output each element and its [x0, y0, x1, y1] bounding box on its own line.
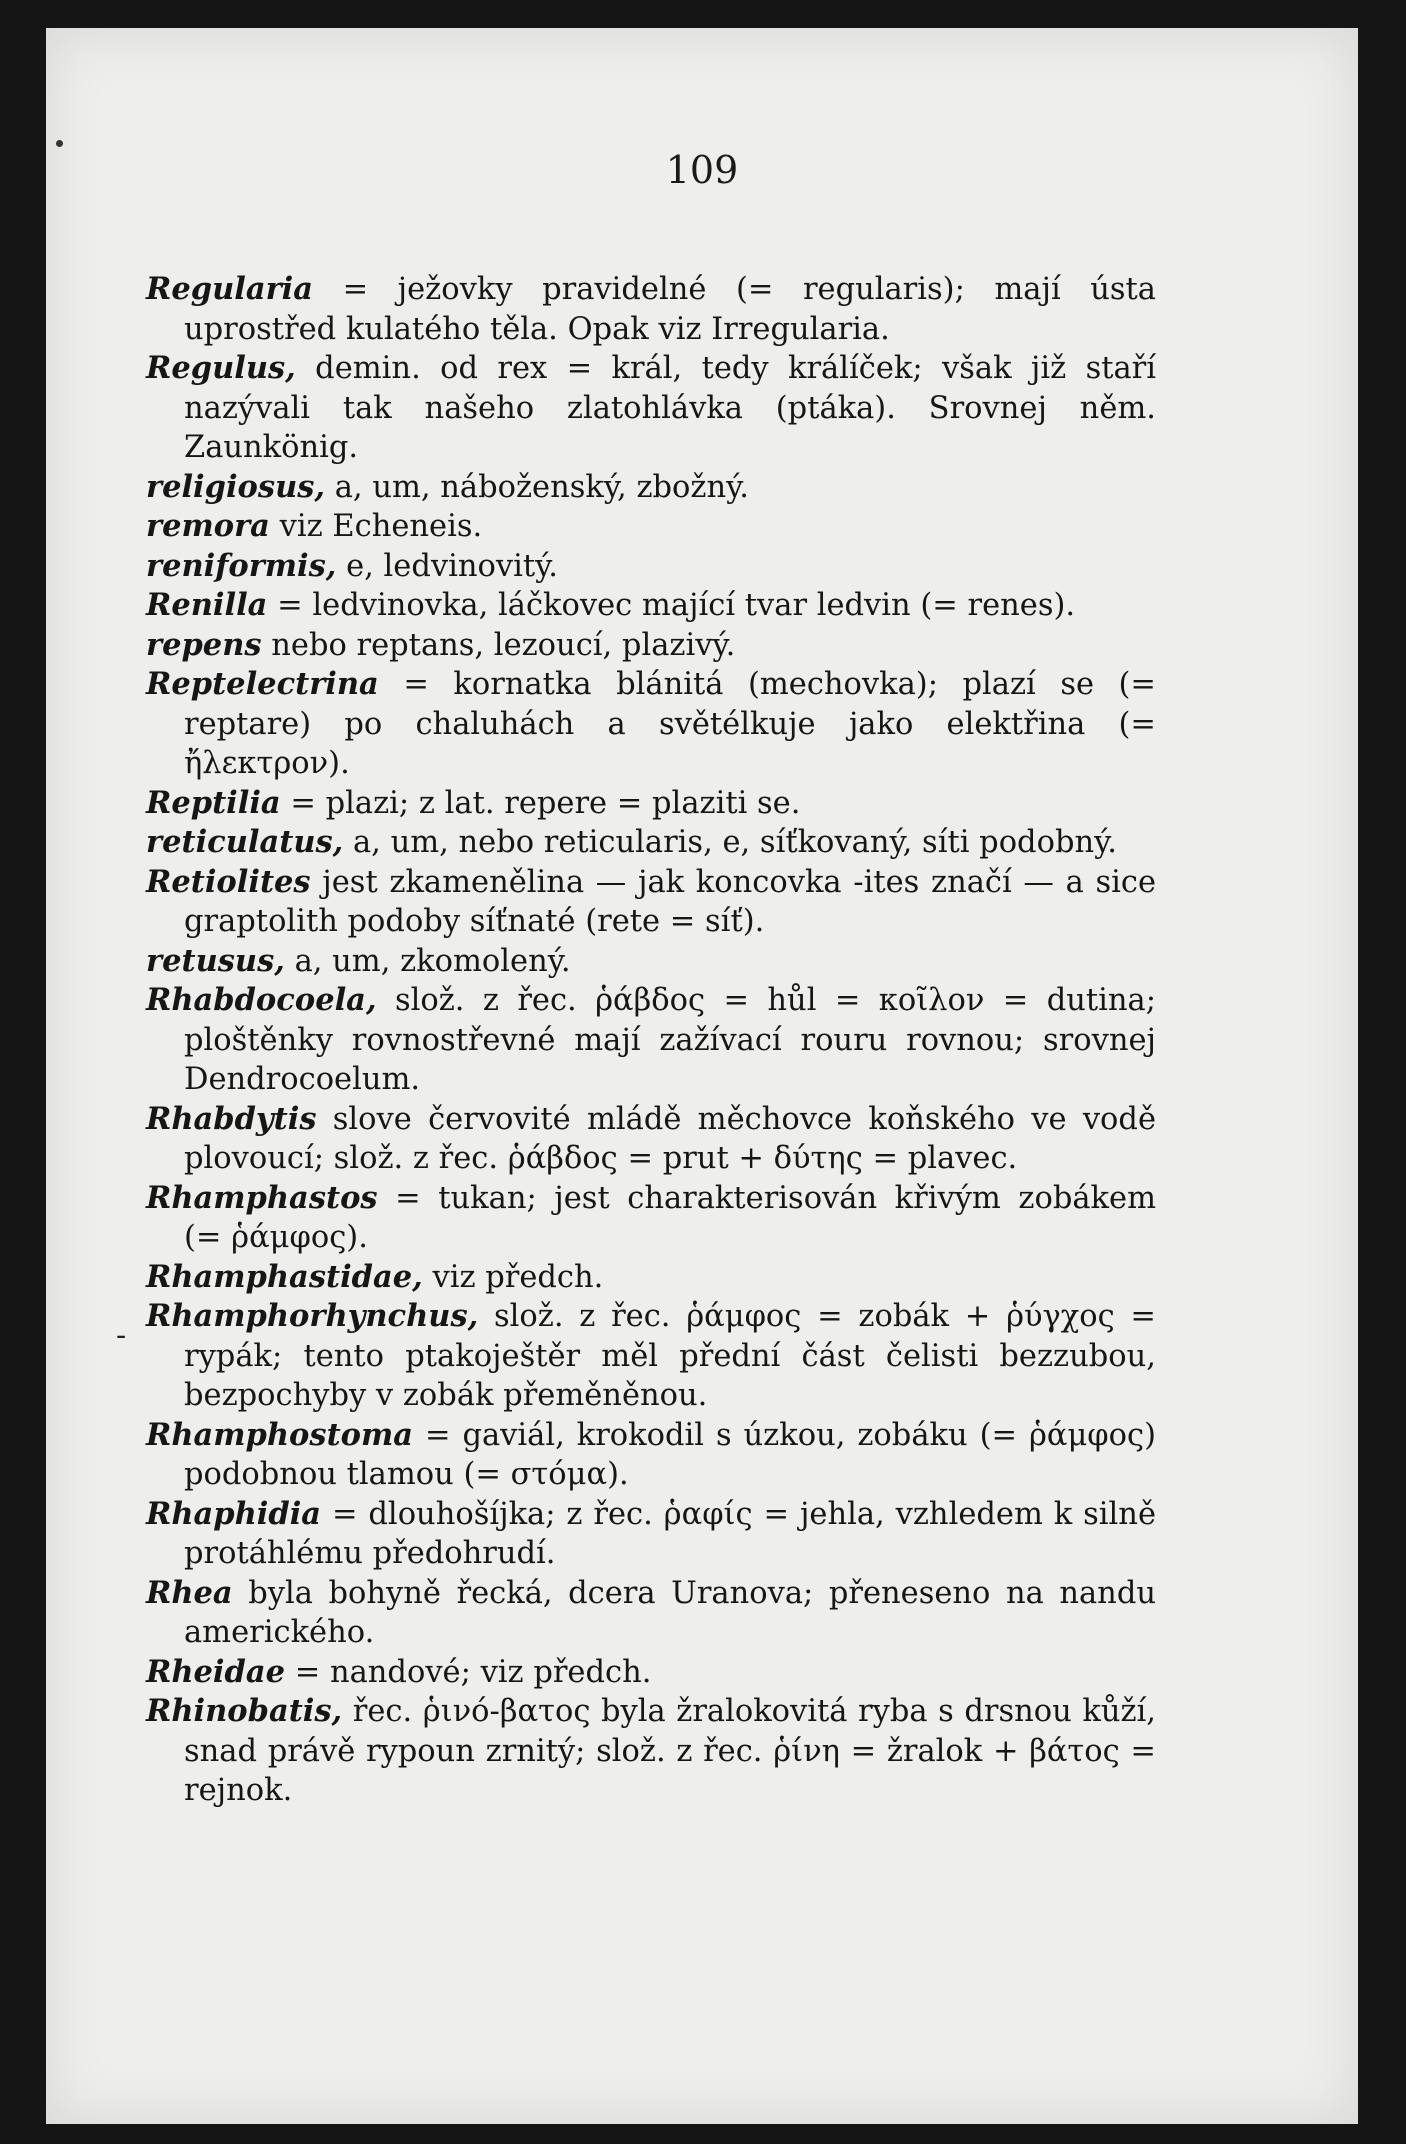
entry-rhinobatis — [146, 1692, 1156, 1811]
entry-text: = gaviál, krokodil s úzkou, zobáku (= ῥάμφος) podobnou tlamou (= στόμα). — [184, 1417, 1156, 1492]
entry-term: Rheidae — [146, 1653, 286, 1690]
entry-term: Rhea — [146, 1574, 233, 1611]
entry-term: Rhamphastos — [146, 1179, 378, 1216]
entry-text: jest zkamenělina — jak koncovka -ites značí — a sice graptolith podoby síťnaté (rete = síť). — [184, 864, 1156, 939]
entry-rheidae — [146, 1653, 1156, 1693]
entry-term: Rhaphidia — [146, 1495, 322, 1532]
entry-term: Reptelectrina — [146, 666, 379, 702]
entry-text: = ledvinovka, láčkovec mající tvar ledvin (= renes). — [267, 588, 1076, 623]
entry-text: = ježovky pravidelné (= regularis); mají ústa uprostřed kulatého těla. Opak viz Irregularia. — [184, 272, 1156, 347]
entry-text: a, um, nebo reticularis, e, síťkovaný, síti podobný. — [343, 825, 1117, 860]
entry-term: Reptilia — [146, 784, 281, 821]
entry-term: Rhinobatis, — [146, 1693, 343, 1729]
entry-term: Retiolites — [146, 863, 311, 900]
entry-term: Renilla — [146, 587, 268, 623]
entry-rhamphostoma — [146, 1416, 1156, 1495]
entry-text: byla bohyně řecká, dcera Uranova; přeneseno na nandu amerického. — [184, 1575, 1156, 1650]
entry-text: řec. ῥινό-βατος byla žralokovitá ryba s drsnou kůží, snad právě rypoun zrnitý; slož. z řec. ῥίνη = žralok + βάτος = rejnok. — [184, 1694, 1156, 1808]
entry-text: viz předch. — [422, 1259, 604, 1295]
entry-term: Rhamphastidae, — [146, 1258, 423, 1295]
entry-text: = dlouhošíjka; z řec. ῥαφίς = jehla, vzhledem k silně protáhlému předohrudí. — [184, 1496, 1156, 1571]
entry-text: a, um, zkomolený. — [284, 943, 571, 979]
entry-retusus — [146, 942, 1156, 982]
entry-remora — [146, 507, 1156, 547]
entry-reniformis — [146, 547, 1156, 587]
dictionary-entries — [146, 270, 1156, 1811]
entry-text: slož. z řec. ῥάμφος = zobák + ῥύγχος = rypák; tento ptakoještěr měl přední část čelisti bezzubou, bezpochyby v zobák přeměněnou. — [184, 1299, 1156, 1413]
entry-rhamphastidae — [146, 1258, 1156, 1298]
entry-repens — [146, 626, 1156, 666]
entry-text: = nandové; viz předch. — [285, 1654, 652, 1690]
entry-term: religiosus, — [146, 468, 326, 505]
entry-term: retusus, — [146, 942, 285, 979]
entry-renilla — [146, 586, 1156, 626]
entry-term: Rhabdocoela, — [146, 982, 377, 1018]
entry-text: e, ledvinovitý. — [336, 548, 558, 584]
entry-term: Rhamphostoma — [146, 1416, 414, 1453]
entry-term: Rhabdytis — [146, 1100, 317, 1137]
entry-term: Rhamphorhynchus, — [146, 1298, 479, 1334]
margin-dash: - — [116, 1318, 127, 1353]
page-number: 109 — [665, 148, 739, 192]
entry-reticulatus — [146, 823, 1156, 863]
entry-rhamphastos — [146, 1179, 1156, 1258]
entry-retiolites — [146, 863, 1156, 942]
entry-text: slož. z řec. ῥάβδος = hůl = κοῖλον = dutina; ploštěnky rovnostřevné mají zažívací rouru rovnou; srovnej Dendrocoelum. — [184, 983, 1156, 1097]
ink-speck — [56, 140, 63, 147]
entry-regularia — [146, 270, 1156, 349]
entry-reptilia — [146, 784, 1156, 824]
entry-reptelectrina — [146, 665, 1156, 784]
entry-term: Regulus, — [146, 350, 296, 386]
entry-text: slove červovité mládě měchovce koňského ve vodě plovoucí; slož. z řec. ῥάβδος = prut + δύτης = plavec. — [184, 1101, 1156, 1176]
entry-text: viz Echeneis. — [269, 509, 483, 544]
book-page — [46, 28, 1358, 2124]
entry-term: Regularia — [146, 271, 314, 307]
entry-text: = plazi; z lat. repere = plaziti se. — [280, 785, 801, 821]
entry-religiosus — [146, 468, 1156, 508]
entry-text: = tukan; jest charakterisován křivým zobákem (= ῥάμφος). — [184, 1180, 1156, 1255]
entry-term: reticulatus, — [146, 824, 344, 860]
entry-text: nebo reptans, lezoucí, plazivý. — [261, 627, 736, 663]
entry-term: repens — [146, 626, 262, 663]
entry-rhamphorhynchus — [146, 1297, 1156, 1416]
entry-text: demin. od rex = král, tedy králíček; však již staří nazývali tak našeho zlatohlávka (ptáka). Srovnej něm. Zaunkönig. — [184, 351, 1156, 465]
entry-rhabdytis — [146, 1100, 1156, 1179]
entry-text: = kornatka blánitá (mechovka); plazí se (= reptare) po chaluhách a světélkuje jako elektřina (= ἤλεκτρον). — [184, 667, 1156, 781]
entry-rhaphidia — [146, 1495, 1156, 1574]
entry-regulus — [146, 349, 1156, 468]
entry-rhea — [146, 1574, 1156, 1653]
entry-term: reniformis, — [146, 547, 337, 584]
entry-term: remora — [146, 508, 270, 544]
entry-rhabdocoela — [146, 981, 1156, 1100]
entry-text: a, um, náboženský, zbožný. — [325, 469, 749, 505]
